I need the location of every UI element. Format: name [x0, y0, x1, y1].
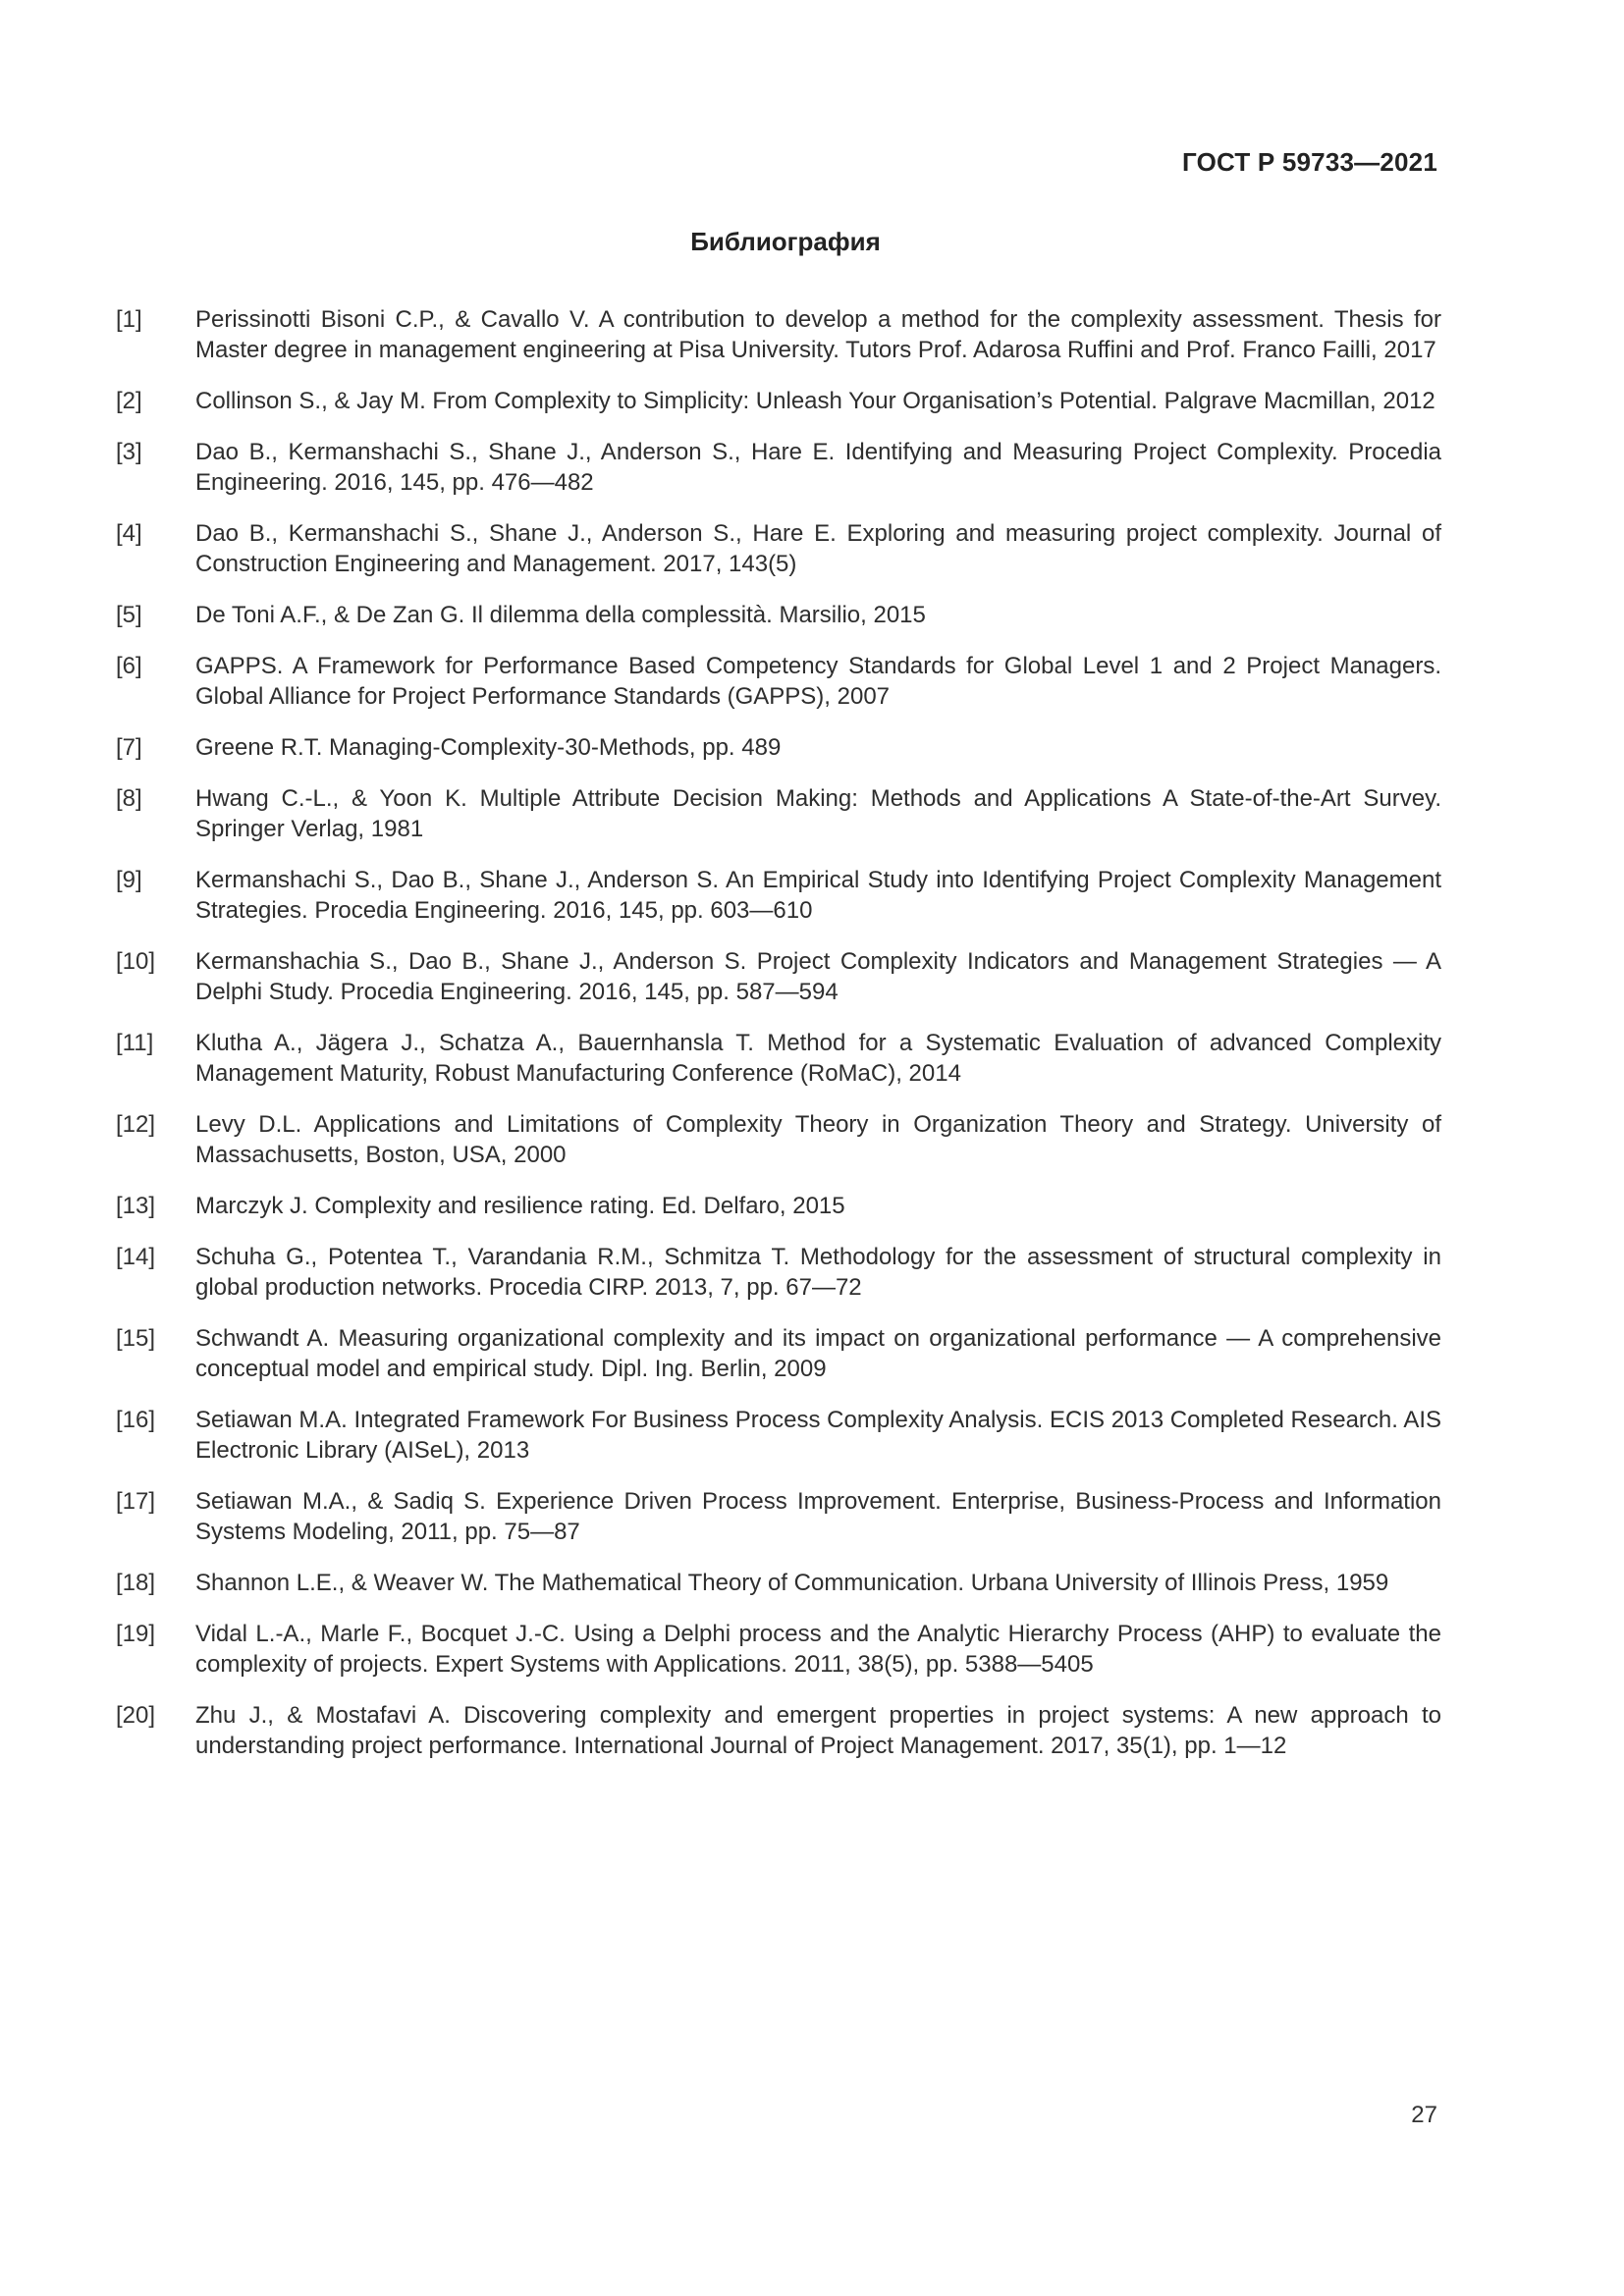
- bibliography-entry: [116, 1700, 1441, 1761]
- bibliography-entry-text: Kermanshachi S., Dao B., Shane J., Anderson S. An Empirical Study into Identifying Project Complexity Management Strategies. Procedia Engineering. 2016, 145, pp. 603—610: [195, 867, 1441, 924]
- bibliography-entry: [116, 946, 1441, 1007]
- bibliography-entry-text: Perissinotti Bisoni C.P., & Cavallo V. A contribution to develop a method for the complexity assessment. Thesis for Master degree in management engineering at Pisa University. Tutors Prof. Adarosa Ruffini and Prof. Franco Failli, 2017: [195, 306, 1441, 363]
- bibliography-entry-text: Schwandt A. Measuring organizational complexity and its impact on organizational performance — A comprehensive conceptual model and empirical study. Dipl. Ing. Berlin, 2009: [195, 1325, 1441, 1382]
- bibliography-entry-text: De Toni A.F., & De Zan G. Il dilemma della complessità. Marsilio, 2015: [195, 602, 926, 628]
- bibliography-entry: [116, 732, 1441, 763]
- bibliography-entry-text: Setiawan M.A., & Sadiq S. Experience Driven Process Improvement. Enterprise, Business-Process and Information Systems Modeling, 2011, pp. 75—87: [195, 1488, 1441, 1545]
- bibliography-entry: [116, 651, 1441, 712]
- bibliography-entry-number: [1]: [116, 306, 142, 333]
- bibliography-entry-number: [9]: [116, 867, 142, 893]
- bibliography-entry: [116, 865, 1441, 926]
- bibliography-entry-number: [4]: [116, 520, 142, 547]
- bibliography-entry: [116, 304, 1441, 365]
- bibliography-entry-text: Dao B., Kermanshachi S., Shane J., Anderson S., Hare E. Exploring and measuring project complexity. Journal of Construction Engineering and Management. 2017, 143(5): [195, 520, 1441, 577]
- bibliography-entry: [116, 1619, 1441, 1680]
- bibliography-entry: [116, 1405, 1441, 1466]
- bibliography-entry-text: Hwang C.-L., & Yoon K. Multiple Attribute Decision Making: Methods and Applications A State-of-the-Art Survey. Springer Verlag, 1981: [195, 785, 1441, 842]
- bibliography-entry-number: [11]: [116, 1030, 154, 1056]
- bibliography-entry: [116, 600, 1441, 630]
- bibliography-entry-number: [7]: [116, 734, 142, 761]
- bibliography-entry: [116, 1109, 1441, 1170]
- bibliography-entry-number: [10]: [116, 948, 156, 975]
- bibliography-entry: [116, 1242, 1441, 1303]
- bibliography-entry-text: Levy D.L. Applications and Limitations of Complexity Theory in Organization Theory and Strategy. University of Massachusetts, Boston, USA, 2000: [195, 1111, 1441, 1168]
- bibliography-entry-number: [20]: [116, 1702, 156, 1729]
- bibliography-title: Библиография: [690, 227, 881, 256]
- bibliography-entry-number: [12]: [116, 1111, 156, 1138]
- bibliography-entry: [116, 1191, 1441, 1221]
- bibliography-entry: [116, 1486, 1441, 1547]
- bibliography-entry-number: [2]: [116, 388, 142, 414]
- bibliography-entry-number: [19]: [116, 1621, 156, 1647]
- bibliography-entry-number: [8]: [116, 785, 142, 812]
- bibliography-entry-number: [3]: [116, 439, 142, 465]
- bibliography-entry-text: Setiawan M.A. Integrated Framework For Business Process Complexity Analysis. ECIS 2013 Completed Research. AIS Electronic Library (AISeL), 2013: [195, 1407, 1441, 1464]
- bibliography-entry-number: [5]: [116, 602, 142, 628]
- bibliography-entry: [116, 783, 1441, 844]
- bibliography-entry-text: Greene R.T. Managing-Complexity-30-Methods, pp. 489: [195, 734, 782, 761]
- document-code: ГОСТ Р 59733—2021: [1182, 147, 1437, 177]
- bibliography-entry-text: Kermanshachia S., Dao B., Shane J., Anderson S. Project Complexity Indicators and Management Strategies — A Delphi Study. Procedia Engineering. 2016, 145, pp. 587—594: [195, 948, 1441, 1005]
- bibliography-entry-text: Zhu J., & Mostafavi A. Discovering complexity and emergent properties in project systems: A new approach to understanding project performance. International Journal of Project Management. 2017, 35(1), pp. 1—12: [195, 1702, 1441, 1759]
- bibliography-entry-text: Collinson S., & Jay M. From Complexity to Simplicity: Unleash Your Organisation’s Potential. Palgrave Macmillan, 2012: [195, 388, 1435, 414]
- bibliography-entry-text: Schuha G., Potentea T., Varandania R.M., Schmitza T. Methodology for the assessment of structural complexity in global production networks. Procedia CIRP. 2013, 7, pp. 67—72: [195, 1244, 1441, 1301]
- bibliography-entry-text: Dao B., Kermanshachi S., Shane J., Anderson S., Hare E. Identifying and Measuring Project Complexity. Procedia Engineering. 2016, 145, pp. 476—482: [195, 439, 1441, 496]
- bibliography-entry: [116, 518, 1441, 579]
- bibliography-entry-number: [15]: [116, 1325, 156, 1352]
- page-number: 27: [1411, 2102, 1437, 2128]
- bibliography-entry-number: [16]: [116, 1407, 156, 1433]
- bibliography-entry-number: [17]: [116, 1488, 156, 1515]
- bibliography-entry: [116, 1323, 1441, 1384]
- bibliography-entry-text: Marczyk J. Complexity and resilience rating. Ed. Delfaro, 2015: [195, 1193, 845, 1219]
- bibliography-entry-text: Shannon L.E., & Weaver W. The Mathematical Theory of Communication. Urbana University of Illinois Press, 1959: [195, 1570, 1389, 1596]
- bibliography-entry: [116, 386, 1441, 416]
- bibliography-entry-text: Klutha A., Jägera J., Schatza A., Bauernhansla T. Method for a Systematic Evaluation of advanced Complexity Management Maturity, Robust Manufacturing Conference (RoMaC), 2014: [195, 1030, 1441, 1087]
- bibliography-entry: [116, 1568, 1441, 1598]
- bibliography-entry-text: Vidal L.-A., Marle F., Bocquet J.-C. Using a Delphi process and the Analytic Hierarchy Process (AHP) to evaluate the complexity of projects. Expert Systems with Applications. 2011, 38(5), pp. 5388—5405: [195, 1621, 1441, 1678]
- bibliography-list: [116, 304, 1441, 1782]
- bibliography-entry-number: [14]: [116, 1244, 156, 1270]
- bibliography-entry-number: [6]: [116, 653, 142, 679]
- bibliography-entry-number: [18]: [116, 1570, 156, 1596]
- bibliography-entry: [116, 1028, 1441, 1089]
- bibliography-entry-text: GAPPS. A Framework for Performance Based Competency Standards for Global Level 1 and 2 Project Managers. Global Alliance for Project Performance Standards (GAPPS), 2007: [195, 653, 1441, 710]
- bibliography-entry-number: [13]: [116, 1193, 156, 1219]
- bibliography-entry: [116, 437, 1441, 498]
